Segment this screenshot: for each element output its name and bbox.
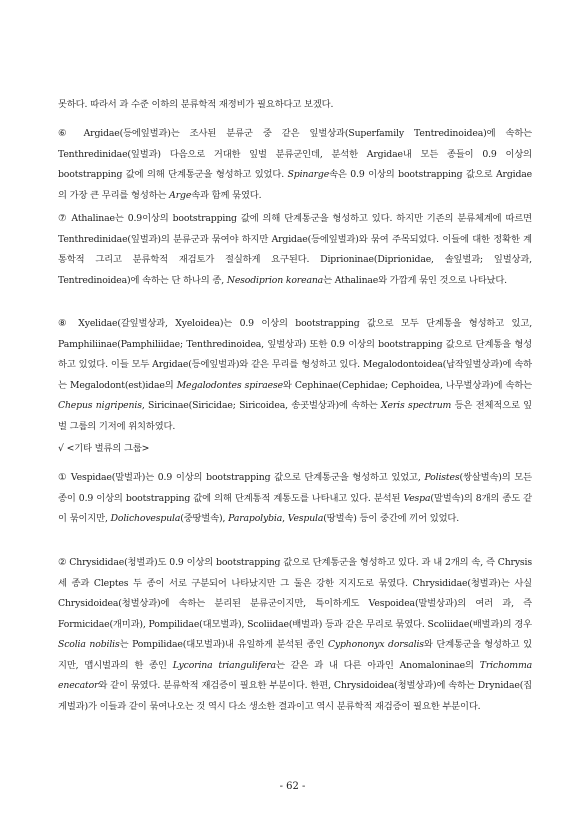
paragraph-intro: 못하다. 따라서 과 수준 이하의 분류학적 재정비가 필요하다고 보겠다.	[58, 99, 334, 110]
paragraph-xyelidae: ⑧ Xyelidae(갈잎벌상과, Xyeloidea)는 0.9 이상의 bootstrapping 값으로 모두 단계통을 형성하고 있고, Pamphiliinae(Pamphiliidae; Tenthredinoidea, 잎벌상과) 또한 0.9 이상의 bootstrapping 값으로 단계통을 형성하고 있었다. 이들 모두 Argidae(등에잎벌과)와 같은 무리를 형성하고 있다. Megalodontoidea(납작잎벌상과)에 속하는 Megalodont(est)idae의 Megalodontes spiraese와 Cephinae(Cephidae; Cephoidea, 나무벌상과)에 속하는 Chepus nigripenis, Siricinae(Siricidae; Siricoidea, 송곳벌상과)에 속하는 Xeris spectrum 등은 전체적으로 잎벌 그룹의 기저에 위치하였다.	[58, 318, 533, 432]
paragraph-athalinae: ⑦ Athalinae는 0.9이상의 bootstrapping 값에 의해 단계통군을 형성하고 있다. 하지만 기존의 분류체계에 따르면 Tenthredinidae(잎벌과)의 분류군과 묶여야 하지만 Argidae(등에잎벌과)와 묶여 주목되었다. 이들에 대한 정확한 계통학적 그리고 분류학적 재검토가 절실하게 요구된다. Diprioninae(Diprionidae, 솔잎벌과; 잎벌상과, Tentredinoidea)에 속하는 단 하나의 종, Nesodiprion koreana는 Athalinae와 가깝게 묶인 것으로 나타났다.	[58, 213, 532, 286]
section-heading-other-wasps: √ <기타 벌류의 그룹>	[58, 443, 150, 454]
paragraph-chrysididae: ② Chrysididae(청벌과)도 0.9 이상의 bootstrapping 값으로 단계통군을 형성하고 있다. 과 내 2개의 속, 즉 Chrysis 세 종과 Cleptes 두 종이 서로 구분되어 나타났지만 그 둘은 강한 지지도로 묶였다. Chrysididae(청벌과)는 사실 Chrysidoidea(청벌상과)에 속하는 분리된 분류군이지만, 특이하게도 Vespoidea(말벌상과)의 여러 과, 즉 Formicidae(개미과), Pompilidae(대모벌과), Scoliidae(배벌과) 등과 같은 무리로 묶였다. Scoliidae(배벌과)의 경우 Scolia nobilis는 Pompilidae(대모벌과)내 유일하게 분석된 종인 Cyphononyx dorsalis와 단계통군을 형성하고 있지만, 맵시벌과의 한 종인 Lycorina triangulifera는 같은 과 내 다른 아과인 Anomaloninae의 Trichomma enecator와 같이 묶였다. 분류학적 재검증이 필요한 부분이다. 한편, Chrysidoidea(청벌상과)에 속하는 Drynidae(집게벌과)가 이들과 같이 묶여나오는 것 역시 다소 생소한 결과이고 역시 분류학적 재검증이 필요한 부분이다.	[58, 557, 532, 712]
paragraph-argidae: ⑥ Argidae(등에잎벌과)는 조사된 분류군 중 같은 잎벌상과(Superfamily Tentredinoidea)에 속하는 Tenthredinidae(잎벌과) 다음으로 거대한 잎벌 분류군인데, 분석한 Argidae내 모든 종들이 0.9 이상의 bootstrapping 값에 의해 단계통군을 형성하고 있었다. Spinarge속은 0.9 이상의 bootstrapping 값으로 Argidae의 가장 큰 무리를 형성하는 Arge속과 함께 묶였다.	[58, 128, 532, 201]
page-number: - 62 -	[279, 781, 306, 792]
paragraph-vespidae: ① Vespidae(말벌과)는 0.9 이상의 bootstrapping 값으로 단계통군을 형성하고 있었고, Polistes(쌍살벌속)의 모든 종이 0.9 이상의 bootstrapping 값에 의해 단계통적 계통도를 나타내고 있다. 분석된 Vespa(말벌속)의 8개의 종도 같이 묶이지만, Dolichovespula(중땅벌속), Parapolybia, Vespula(땅벌속) 등이 중간에 끼어 있었다.	[58, 472, 532, 524]
